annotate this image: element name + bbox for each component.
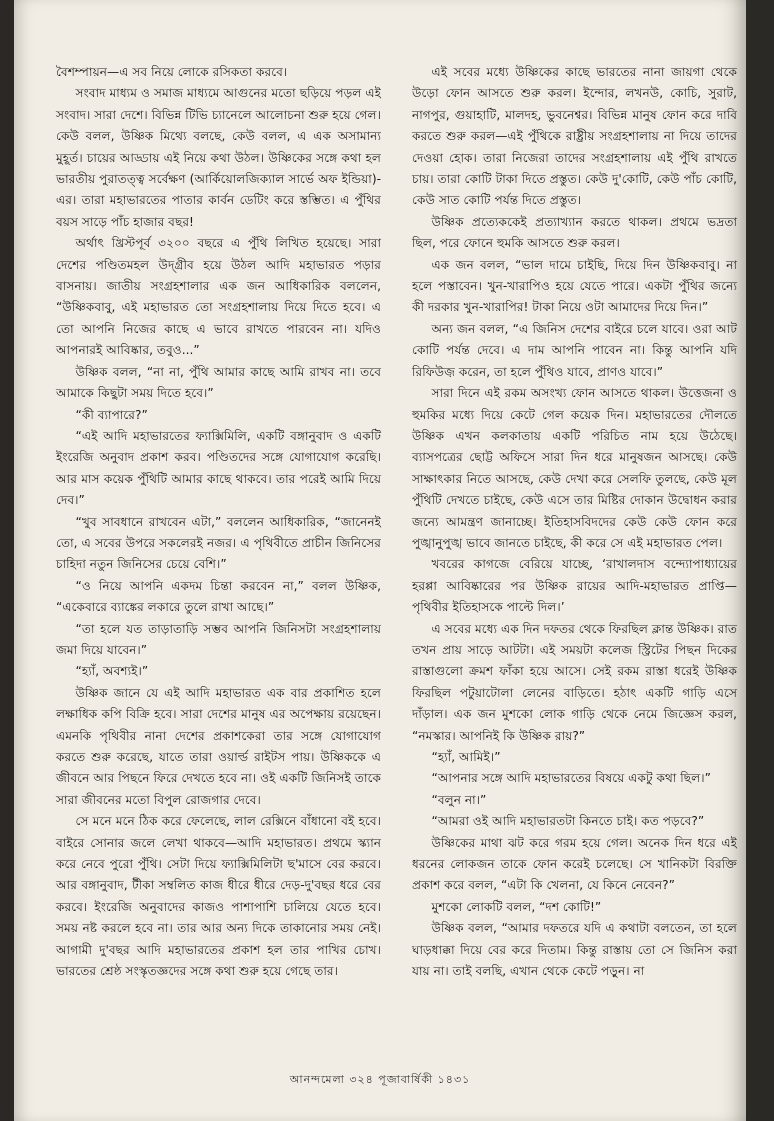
paragraph: উষ্ণিক প্রত্যেককেই প্রত্যাখ্যান করতে থাকল। প্রথমে ভদ্রতা ছিল, পরে ফোনে হুমকি আসতে শুরু করল।: [412, 214, 737, 251]
right-column: [412, 62, 737, 982]
paragraph: উষ্ণিক বলল, “আমার দফতরে যদি এ কথাটা বলতেন, তা হলে ঘাড়ধাক্কা দিয়ে বের করে দিতাম। কিন্তু রাস্তায় তো সে জিনিস করা যায় না। তাই বলছি, এখান থেকে কেটে পড়ুন। না: [412, 921, 737, 979]
paragraph: “হ্যাঁ, আমিই।”: [431, 750, 501, 764]
paragraph: সে মনে মনে ঠিক করে ফেলেছে, লাল রেক্সিনে বাঁধানো বই হবে। বাইরে সোনার জলে লেখা থাকবে—আদি মহাভারত। প্রথমে স্ক্যান করে নেবে পুরো পুঁথি। সেটা দিয়ে ফ্যাক্সিমিলিটা ছ'মাসে বের করবে। আর বঙ্গানুবাদ, টীকা সম্বলিত কাজ ধীরে ধীরে দেড়-দু'বছর ধরে বের করবে। ইংরেজি অনুবাদের কাজও পাশাপাশি চালিয়ে যেতে হবে। সময় নষ্ট করলে হবে না। তার আর অন্য দিকে তাকানোর সময় নেই। আগামী দু'বছর আদি মহাভারতের প্রকাশ হল তার পাখির চোখ। ভারতের শ্রেষ্ঠ সংস্কৃতজ্ঞদের সঙ্গে কথা শুরু হয়ে গেছে তার।: [56, 814, 381, 979]
magazine-page: [14, 0, 746, 1121]
paragraph: অর্থাৎ খ্রিস্টপূর্ব ৩২০০ বছরে এ পুঁথি লিখিত হয়েছে। সারা দেশের পণ্ডিতমহল উদ্গ্রীব হয়ে উঠল আদি মহাভারত পড়ার বাসনায়। জাতীয় সংগ্রহশালার এক জন আধিকারিক বললেন, “উষ্ণিকবাবু, এই মহাভারত তো সংগ্রহশালায় দিয়ে দিতে হবে। এ তো আপনি নিজের কাছে এ ভাবে রাখতে পারবেন না। যদিও আপনারই আবিষ্কার, তবুও...”: [56, 236, 381, 358]
paragraph: সংবাদ মাধ্যম ও সমাজ মাধ্যমে আগুনের মতো ছড়িয়ে পড়ল এই সংবাদ। সারা দেশে। বিভিন্ন টিভি চ্যানেলে আলোচনা শুরু হয়ে গেল। কেউ বলল, উষ্ণিক মিথ্যে বলছে, কেউ বলল, এ এক অসামান্য মুহূর্ত। চায়ের আড্ডায় এই নিয়ে কথা উঠল। উষ্ণিকের সঙ্গে কথা হল ভারতীয় পুরাতত্ত্ব সর্বেক্ষণ (আর্কিয়োলজিক্যাল সার্ভে অফ ইন্ডিয়া)-এর। তারা মহাভারতের পাতার কার্বন ডেটিং করে স্তম্ভিত। এ পুঁথির বয়স সাড়ে পাঁচ হাজার বছর!: [56, 86, 381, 229]
paragraph: “এই আদি মহাভারতের ফ্যাক্সিমিলি, একটি বঙ্গানুবাদ ও একটি ইংরেজি অনুবাদ প্রকাশ করব। পণ্ডিতদের সঙ্গে যোগাযোগ করেছি। আর মাস কয়েক পুঁথিটি আমার কাছে থাকবে। তার পরেই আমি দিয়ে দেব।”: [56, 428, 381, 508]
paragraph: এ সবের মধ্যে এক দিন দফতর থেকে ফিরছিল ক্লান্ত উষ্ণিক। রাত তখন প্রায় সাড়ে আটটা। এই সময়টা কলেজ স্ট্রিটের পিছন দিকের রাস্তাগুলো ক্রমশ ফাঁকা হয়ে আসে। সেই রকম রাস্তা ধরেই উষ্ণিক ফিরছিল পটুয়াটোলা লেনের বাড়িতে। হঠাৎ একটি গাড়ি এসে দাঁড়াল। এক জন মুশকো লোক গাড়ি থেকে নেমে জিজ্ঞেস করল, “নমস্কার। আপনিই কি উষ্ণিক রায়?”: [412, 621, 737, 743]
paragraph: “হ্যাঁ, অবশ্যই।”: [75, 664, 149, 679]
paragraph: “বলুন না।”: [431, 792, 487, 807]
paragraph: “খুব সাবধানে রাখবেন এটা,” বললেন আধিকারিক, “জানেনই তো, এ সবের উপরে সকলেরই নজর। এ পৃথিবীতে প্রাচীন জিনিসের চাহিদা নতুন জিনিসের চেয়ে বেশি।”: [56, 514, 381, 572]
paragraph: “তা হলে যত তাড়াতাড়ি সম্ভব আপনি জিনিসটা সংগ্রহশালায় জমা দিয়ে যাবেন।”: [56, 621, 381, 657]
paragraph: উষ্ণিকের মাথা ঝট করে গরম হয়ে গেল। অনেক দিন ধরে এই ধরনের লোকজন তাকে ফোন করেই চলেছে। সে খানিকটা বিরক্তি প্রকাশ করে বলল, “এটা কি খেলনা, যে কিনে নেবেন?”: [412, 835, 737, 893]
paragraph: এক জন বলল, “ভাল দামে চাইছি, দিয়ে দিন উষ্ণিকবাবু। না হলে পস্তাবেন। খুন-খারাপিও হয়ে যেতে পারে। একটা পুঁথির জন্যে কী দরকার খুন-খারাপির! টাকা নিয়ে ওটা আমাদের দিয়ে দিন।”: [412, 257, 737, 315]
paragraph: “আমরা ওই আদি মহাভারতটা কিনতে চাই। কত পড়বে?”: [431, 814, 705, 829]
paragraph: উষ্ণিক বলল, “না না, পুঁথি আমার কাছে আমি রাখব না। তবে আমাকে কিছুটা সময় দিতে হবে।”: [56, 364, 381, 401]
paragraph: খবরের কাগজে বেরিয়ে যাচ্ছে, ‘রাখালদাস বন্দ্যোপাধ্যায়ের হরপ্পা আবিষ্কারের পর উষ্ণিক রায়ের আদি-মহাভারত প্রাপ্তি—পৃথিবীর ইতিহাসকে পাল্টে দিল।’: [412, 557, 737, 615]
paragraph: বৈশম্পায়ন—এ সব নিয়ে লোকে রসিকতা করবে।: [56, 65, 288, 79]
paragraph: এই সবের মধ্যে উষ্ণিকের কাছে ভারতের নানা জায়গা থেকে উড়ো ফোন আসতে শুরু করল। ইন্দোর, লখনউ, কোচি, সুরাট, নাগপুর, গুয়াহাটি, মালদহ, ভুবনেশ্বর। বিভিন্ন মানুষ ফোন করে দাবি করতে শুরু করল—এই পুঁথিকে রাষ্ট্রীয় সংগ্রহশালায় না দিয়ে তাদের দেওয়া হোক। তারা নিজেরা তাদের সংগ্রহশালায় এই পুঁথি রাখতে চায়। তারা কোটি টাকা দিতে প্রস্তুত। কেউ দু'কোটি, কেউ পাঁচ কোটি, কেউ সাত কোটি পর্যন্ত দিতে প্রস্তুত।: [412, 65, 737, 208]
paragraph: মুশকো লোকটি বলল, “দশ কোটি!”: [431, 899, 602, 914]
paragraph: “ও নিয়ে আপনি একদম চিন্তা করবেন না,” বলল উষ্ণিক, “একেবারে ব্যাঙ্কের লকারে তুলে রাখা আছে।”: [56, 578, 381, 615]
page-footer: আনন্দমেলা ৩২৪ পূজাবার্ষিকী ১৪৩১: [289, 1073, 471, 1086]
paragraph: অন্য জন বলল, “এ জিনিস দেশের বাইরে চলে যাবে। ওরা আট কোটি পর্যন্ত দেবে। এ দাম আপনি পাবেন না। কিন্তু আপনি যদি রিফিউজ় করেন, তা হলে পুঁথিও যাবে, প্রাণও যাবে।”: [412, 321, 737, 379]
left-column: [56, 62, 381, 982]
paragraph: উষ্ণিক জানে যে এই আদি মহাভারত এক বার প্রকাশিত হলে লক্ষাধিক কপি বিক্রি হবে। সারা দেশের মানুষ এর অপেক্ষায় রয়েছেন। এমনকি পৃথিবীর নানা দেশের প্রকাশকেরা তার সঙ্গে যোগাযোগ করতে শুরু করেছে, যাতে তারা ওয়ার্ল্ড রাইটস পায়। উষ্ণিককে এ জীবনে আর পিছনে ফিরে দেখতে হবে না। ওই একটি জিনিসই তাকে সারা জীবনের মতো বিপুল রোজগার দেবে।: [56, 685, 381, 807]
paragraph: “আপনার সঙ্গে আদি মহাভারতের বিষয়ে একটু কথা ছিল।”: [431, 771, 711, 786]
paragraph: সারা দিনে এই রকম অসংখ্য ফোন আসতে থাকল। উত্তেজনা ও হুমকির মধ্যে দিয়ে কেটে গেল কয়েক দিন। মহাভারতের দৌলতে উষ্ণিক এখন কলকাতায় একটি পরিচিত নাম হয়ে উঠেছে। ব্যাসপত্রের ছোট্ট অফিসে সারা দিন ধরে মানুষজন আসছে। কেউ সাক্ষাৎকার নিতে আসছে, কেউ দেখা করে সেলফি তুলছে, কেউ মূল পুঁথিটি দেখতে চাইছে, কেউ এসে তার মিষ্টির দোকান উদ্বোধন করার জন্যে আমন্ত্রণ জানাচ্ছে। ইতিহাসবিদদের কেউ কেউ ফোন করে পুঙ্খানুপুঙ্খ ভাবে জানতে চাইছে, কী করে সে এই মহাভারত পেল।: [412, 386, 737, 550]
paragraph: “কী ব্যাপারে?”: [75, 407, 148, 422]
